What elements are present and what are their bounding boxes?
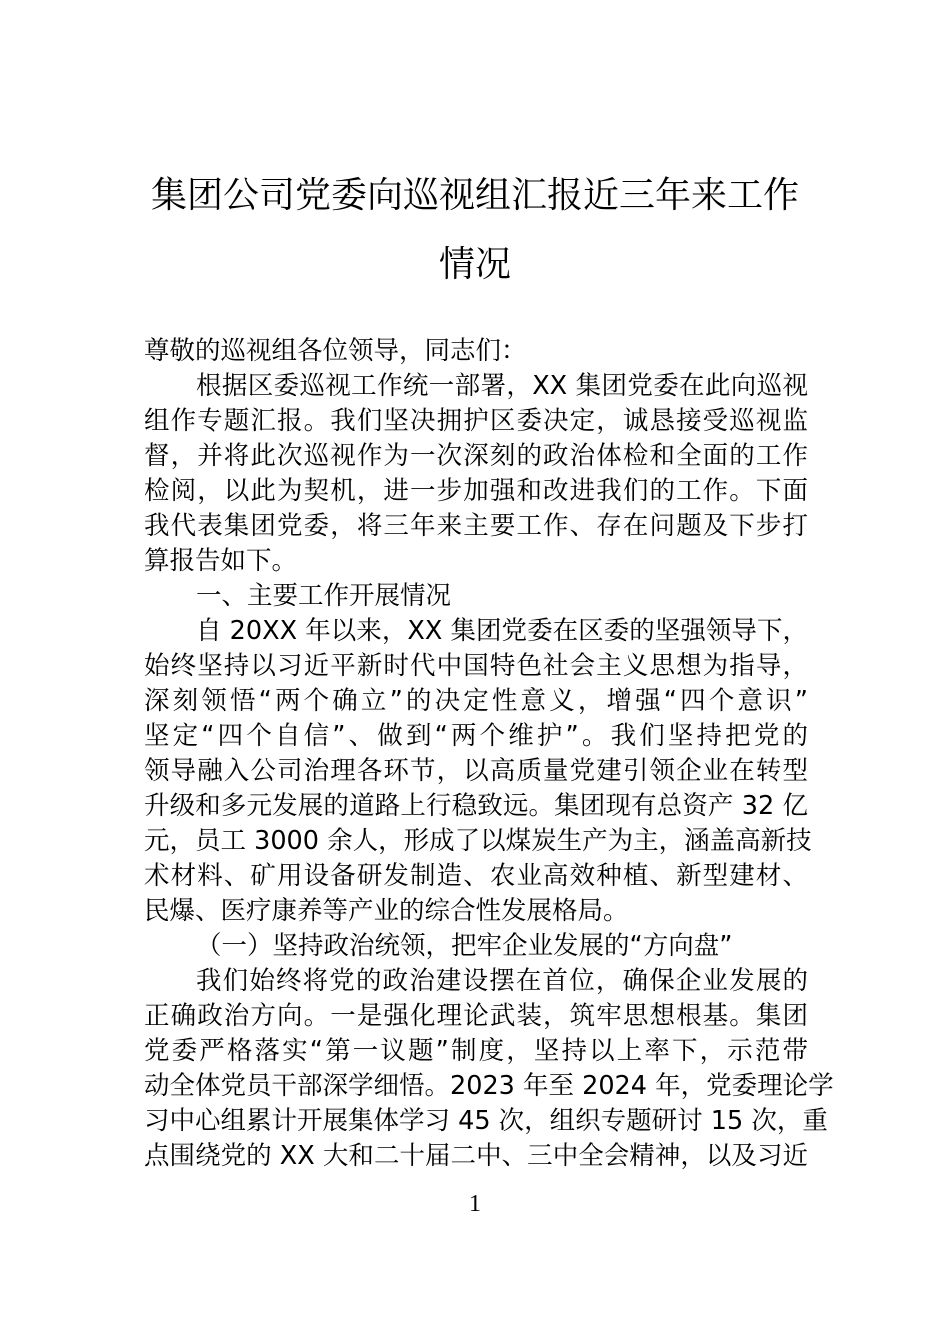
salutation: 尊敬的巡视组各位领导，同志们：: [144, 336, 527, 366]
section-1-line: 术材料、矿用设备研发制造、农业高效种植、新型建材、: [144, 861, 808, 891]
document-title-line-1: 集团公司党委向巡视组汇报近三年来工作: [150, 175, 799, 216]
section-1-line: 深刻领悟“两个确立”的决定性意义，增强“四个意识”: [144, 686, 808, 716]
section-1-heading: 一、主要工作开展情况: [196, 581, 452, 611]
subsection-1-line: 点围绕党的 XX 大和二十届二中、三中全会精神，以及习近: [144, 1141, 808, 1171]
intro-line: 我代表集团党委，将三年来主要工作、存在问题及下步打: [144, 511, 808, 541]
intro-line: 算报告如下。: [144, 546, 298, 576]
document-title-line-2: 情况: [438, 244, 511, 285]
intro-line: 根据区委巡视工作统一部署，XX 集团党委在此向巡视: [196, 371, 808, 401]
section-1-line: 升级和多元发展的道路上行稳致远。集团现有总资产 32 亿: [144, 791, 808, 821]
section-1-line: 自 20XX 年以来，XX 集团党委在区委的坚强领导下，: [196, 616, 808, 646]
section-1-line: 领导融入公司治理各环节，以高质量党建引领企业在转型: [144, 756, 808, 786]
subsection-1-line: 我们始终将党的政治建设摆在首位，确保企业发展的: [196, 966, 808, 996]
subsection-1-line: 动全体党员干部深学细悟。2023 年至 2024 年，党委理论学: [144, 1071, 834, 1101]
page-number: 1: [469, 1191, 481, 1217]
intro-line: 督，并将此次巡视作为一次深刻的政治体检和全面的工作: [144, 441, 808, 471]
subsection-1-line: 习中心组累计开展集体学习 45 次，组织专题研讨 15 次，重: [144, 1106, 828, 1136]
section-1-line: 元，员工 3000 余人，形成了以煤炭生产为主，涵盖高新技: [144, 826, 812, 856]
section-1-line: 坚定“四个自信”、做到“两个维护”。我们坚持把党的: [144, 721, 808, 751]
subsection-1-heading: （一）坚持政治统领，把牢企业发展的“方向盘”: [196, 931, 733, 961]
section-1-line: 始终坚持以习近平新时代中国特色社会主义思想为指导，: [144, 651, 808, 681]
subsection-1-line: 正确政治方向。一是强化理论武装，筑牢思想根基。集团: [144, 1001, 808, 1031]
subsection-1-line: 党委严格落实“第一议题”制度，坚持以上率下，示范带: [144, 1036, 808, 1066]
section-1-line: 民爆、医疗康养等产业的综合性发展格局。: [144, 896, 629, 926]
intro-line: 组作专题汇报。我们坚决拥护区委决定，诚恳接受巡视监: [144, 406, 808, 436]
intro-line: 检阅，以此为契机，进一步加强和改进我们的工作。下面: [144, 476, 808, 506]
